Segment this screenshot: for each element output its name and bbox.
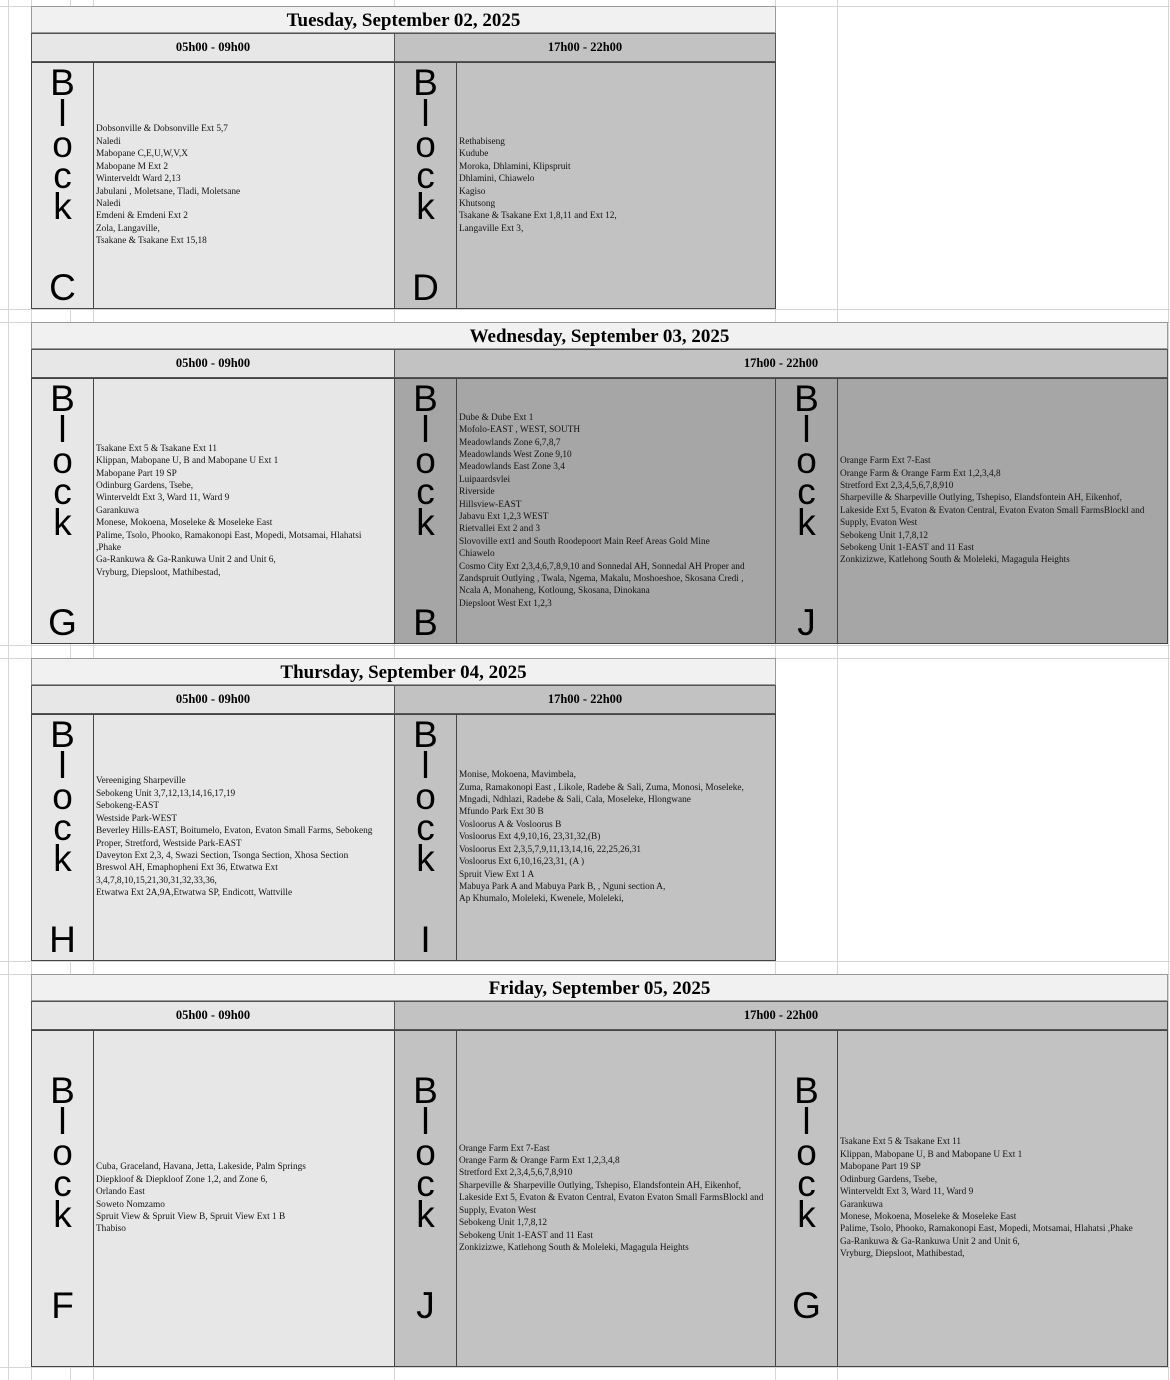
- day-section-thursday: [31, 658, 1168, 961]
- area-item: Mabopane Part 19 SP: [840, 1162, 921, 1173]
- area-item: Mofolo-EAST , WEST, SOUTH: [459, 425, 581, 436]
- area-item: Rethabiseng: [459, 136, 505, 147]
- area-item: Kudube: [459, 149, 489, 160]
- block-word: B l o c k: [413, 714, 438, 879]
- area-item: Khutsong: [459, 198, 496, 209]
- area-item: Spruit View Ext 1 A: [459, 869, 535, 880]
- area-item: Monese, Mokoena, Moseleke & Moseleke East: [840, 1211, 1017, 1222]
- areas-list: [457, 1031, 775, 1366]
- area-item: Orlando East: [96, 1187, 145, 1198]
- area-item: Orange Farm & Orange Farm Ext 1,2,3,4,8: [840, 468, 1001, 479]
- area-item: Ncala A, Monaheng, Kotloung, Skosana, Dinokana: [459, 586, 650, 597]
- area-item: Jabulani , Moletsane, Tladi, Moletsane: [96, 186, 241, 197]
- area-item: Tsakane Ext 5 & Tsakane Ext 11: [840, 1137, 962, 1148]
- area-item: Naledi: [96, 198, 121, 209]
- block-letter: F: [51, 1285, 74, 1326]
- areas-list: [94, 1031, 394, 1366]
- day-section-tuesday: [31, 6, 1168, 309]
- area-item: Mabopane C,E,U,W,V,X: [96, 149, 188, 160]
- block-letter: B: [413, 602, 438, 643]
- area-item: Zandspruit Outlying , Twala, Ngema, Makalu, Moshoeshoe, Skosana Credi ,: [459, 574, 744, 585]
- area-item: Sebokeng Unit 1,7,8,12: [459, 1218, 548, 1229]
- area-item: Odinburg Gardens, Tsebe,: [96, 480, 194, 491]
- area-item: Orange Farm Ext 7-East: [840, 456, 931, 467]
- block-letter: G: [48, 602, 77, 643]
- slot-time-header: 05h00 - 09h00: [31, 685, 395, 714]
- area-item: Odinburg Gardens, Tsebe,: [840, 1174, 938, 1185]
- block-word: B l o c k: [413, 1070, 438, 1235]
- block-letter: G: [792, 1285, 821, 1326]
- area-item: Ap Khumalo, Moleleki, Kwenele, Moleleki,: [459, 894, 624, 905]
- day-title: Thursday, September 04, 2025: [31, 658, 776, 685]
- area-item: Zuma, Ramakonopi East , Likole, Radebe & Sali, Zuma, Monosi, Moseleke,: [459, 782, 744, 793]
- block-label: [32, 1031, 94, 1366]
- area-item: Emdeni & Emdeni Ext 2: [96, 211, 188, 222]
- area-item: Rietvallei Ext 2 and 3: [459, 524, 541, 535]
- slot-time-header: 05h00 - 09h00: [31, 1001, 395, 1030]
- block-letter: J: [416, 1285, 435, 1326]
- area-item: Tsakane Ext 5 & Tsakane Ext 11: [96, 443, 218, 454]
- area-item: Etwatwa Ext 2A,9A,Etwatwa SP, Endicott, Wattville: [96, 888, 293, 899]
- block-label: [395, 1031, 457, 1366]
- area-item: Klippan, Mabopane U, B and Mabopane U Ext 1: [96, 456, 279, 467]
- area-item: Klippan, Mabopane U, B and Mabopane U Ext 1: [840, 1149, 1023, 1160]
- area-item: Tsakane & Tsakane Ext 15,18: [96, 236, 207, 247]
- block-cell-g: [775, 1030, 1168, 1367]
- day-section-friday: [31, 974, 1168, 1367]
- block-word: B l o c k: [50, 714, 75, 879]
- area-item: Winterveldt Ext 3, Ward 11, Ward 9: [96, 493, 230, 504]
- block-word: B l o c k: [50, 378, 75, 543]
- day-title: Friday, September 05, 2025: [31, 974, 1168, 1001]
- area-item: Sebokeng Unit 3,7,12,13,14,16,17,19: [96, 788, 236, 799]
- block-cell-j: [394, 1030, 776, 1367]
- area-item: Diepkloof & Diepkloof Zone 1,2, and Zone 6,: [96, 1174, 268, 1185]
- area-item: Vryburg, Diepsloot, Mathibestad,: [96, 567, 221, 578]
- block-label: [776, 379, 838, 643]
- block-cell-g: [31, 378, 395, 644]
- area-item: Sharpeville & Sharpeville Outlying, Tshepiso, Elandsfontein AH, Eikenhof,: [840, 493, 1122, 504]
- area-item: Vosloorus A & Vosloorus B: [459, 819, 562, 830]
- block-cell-c: [31, 62, 395, 309]
- block-label: [395, 379, 457, 643]
- day-title: Wednesday, September 03, 2025: [31, 322, 1168, 349]
- areas-list: [838, 1031, 1167, 1366]
- area-item: Vosloorus Ext 4,9,10,16, 23,31,32,(B): [459, 832, 601, 843]
- area-item: Vryburg, Diepsloot, Mathibestad,: [840, 1249, 965, 1260]
- area-item: ,Phake: [96, 543, 122, 554]
- block-cell-h: [31, 714, 395, 961]
- area-item: Sebokeng Unit 1,7,8,12: [840, 530, 929, 541]
- area-item: Riverside: [459, 487, 495, 498]
- area-item: Daveyton Ext 2,3, 4, Swazi Section, Tsonga Section, Xhosa Section: [96, 850, 349, 861]
- area-item: Mabopane M Ext 2: [96, 161, 169, 172]
- area-item: Vereeniging Sharpeville: [96, 776, 186, 787]
- block-cell-b: [394, 378, 776, 644]
- areas-list: [94, 63, 394, 308]
- area-item: Jabavu Ext 1,2,3 WEST: [459, 512, 549, 522]
- area-item: Tsakane & Tsakane Ext 1,8,11 and Ext 12,: [459, 211, 617, 222]
- block-word: B l o c k: [794, 378, 819, 543]
- area-item: Garankuwa: [840, 1199, 883, 1210]
- area-item: Meadowlands Zone 6,7,8,7: [459, 437, 561, 448]
- areas-list: [457, 379, 775, 643]
- area-item: Vosloorus Ext 2,3,5,7,9,11,13,14,16, 22,25,26,31: [459, 844, 642, 855]
- area-item: Lakeside Ext 5, Evaton & Evaton Central, Evaton Evaton Small FarmsBlockl and: [840, 505, 1145, 516]
- slot-time-header: 05h00 - 09h00: [31, 349, 395, 378]
- area-item: Diepsloot West Ext 1,2,3: [459, 598, 552, 609]
- area-item: Vosloorus Ext 6,10,16,23,31, (A ): [459, 857, 585, 868]
- area-item: Langaville Ext 3,: [459, 223, 524, 234]
- block-letter: C: [49, 267, 76, 308]
- area-item: Ga-Rankuwa & Ga-Rankuwa Unit 2 and Unit 6,: [840, 1236, 1020, 1247]
- area-item: Orange Farm & Orange Farm Ext 1,2,3,4,8: [459, 1156, 620, 1167]
- area-item: Proper, Stretford, Westside Park-EAST: [96, 838, 242, 849]
- block-word: B l o c k: [50, 1070, 75, 1235]
- areas-list: [457, 715, 775, 960]
- area-item: Spruit View & Spruit View B, Spruit View Ext 1 B: [96, 1211, 286, 1222]
- area-item: Mngadi, Ndhlazi, Radebe & Sali, Cala, Moseleke, Hlongwane: [459, 795, 691, 806]
- area-item: Cosmo City Ext 2,3,4,6,7,8,9,10 and Sonnedal AH, Sonnedal AH Proper and: [459, 561, 745, 572]
- day-section-wednesday: [31, 322, 1168, 645]
- area-item: Winterveldt Ext 3, Ward 11, Ward 9: [840, 1187, 974, 1198]
- area-item: Dhlamini, Chiawelo: [459, 174, 535, 185]
- area-item: Garankuwa: [96, 505, 139, 516]
- block-label: [32, 63, 94, 308]
- area-item: Sharpeville & Sharpeville Outlying, Tshepiso, Elandsfontein AH, Eikenhof,: [459, 1180, 741, 1191]
- area-item: Stretford Ext 2,3,4,5,6,7,8,910: [459, 1168, 573, 1179]
- block-letter: D: [412, 267, 439, 308]
- area-item: Thabiso: [96, 1224, 126, 1235]
- area-item: Zonkizizwe, Katlehong South & Moleleki, Magagula Heights: [840, 555, 1070, 566]
- area-item: Palime, Tsolo, Phooko, Ramakonopi East, Mopedi, Motsamai, Hlahatsi ,Phake: [840, 1224, 1133, 1235]
- area-item: Meadowlands West Zone 9,10: [459, 449, 572, 460]
- area-item: Slovoville ext1 and South Roodepoort Main Reef Areas Gold Mine: [459, 536, 710, 547]
- slot-time-header: 17h00 - 22h00: [394, 349, 1168, 378]
- area-item: Monese, Mokoena, Moseleke & Moseleke East: [96, 518, 273, 529]
- area-item: Naledi: [96, 136, 121, 147]
- area-item: Supply, Evaton West: [840, 518, 918, 529]
- slot-time-header: 17h00 - 22h00: [394, 1001, 1168, 1030]
- slot-time-header: 17h00 - 22h00: [394, 33, 776, 62]
- block-label: [32, 715, 94, 960]
- area-item: Sebokeng Unit 1-EAST and 11 East: [840, 543, 975, 554]
- areas-list: [457, 63, 775, 308]
- area-item: Moroka, Dhlamini, Klipspruit: [459, 161, 571, 172]
- area-item: Ga-Rankuwa & Ga-Rankuwa Unit 2 and Unit 6,: [96, 555, 276, 566]
- area-item: Palime, Tsolo, Phooko, Ramakonopi East, Mopedi, Motsamai, Hlahatsi: [96, 530, 362, 541]
- area-item: Mabopane Part 19 SP: [96, 468, 177, 479]
- area-item: Winterveldt Ward 2,13: [96, 174, 181, 185]
- area-item: Cuba, Graceland, Havana, Jetta, Lakeside, Palm Springs: [96, 1162, 306, 1173]
- day-title: Tuesday, September 02, 2025: [31, 6, 776, 33]
- block-word: B l o c k: [413, 62, 438, 227]
- areas-list: [94, 715, 394, 960]
- area-item: Breswol AH, Emaphopheni Ext 36, Etwatwa Ext: [96, 863, 278, 874]
- areas-list: [94, 379, 394, 643]
- block-label: [395, 63, 457, 308]
- area-item: Supply, Evaton West: [459, 1205, 537, 1216]
- block-cell-j: [775, 378, 1168, 644]
- area-item: Stretford Ext 2,3,4,5,6,7,8,910: [840, 480, 954, 491]
- block-cell-d: [394, 62, 776, 309]
- block-letter: H: [49, 919, 76, 960]
- area-item: Meadowlands East Zone 3,4: [459, 462, 565, 473]
- area-item: Mfundo Park Ext 30 B: [459, 807, 544, 818]
- area-item: Dube & Dube Ext 1: [459, 412, 534, 423]
- block-letter: J: [797, 602, 816, 643]
- areas-list: [838, 379, 1167, 643]
- area-item: Beverley Hills-EAST, Boitumelo, Evaton, Evaton Small Farms, Sebokeng: [96, 826, 373, 837]
- block-word: B l o c k: [50, 62, 75, 227]
- area-item: Sebokeng-EAST: [96, 801, 160, 812]
- area-item: Dobsonville & Dobsonville Ext 5,7: [96, 124, 228, 135]
- area-item: Luipaardsvlei: [459, 474, 511, 485]
- block-cell-i: [394, 714, 776, 961]
- block-cell-f: [31, 1030, 395, 1367]
- area-item: Soweto Nomzamo: [96, 1199, 165, 1210]
- area-item: Westside Park-WEST: [96, 813, 178, 824]
- area-item: Zonkizizwe, Katlehong South & Moleleki, Magagula Heights: [459, 1242, 689, 1253]
- block-word: B l o c k: [794, 1070, 819, 1235]
- block-word: B l o c k: [413, 378, 438, 543]
- block-label: [32, 379, 94, 643]
- slot-time-header: 05h00 - 09h00: [31, 33, 395, 62]
- area-item: Hillsview-EAST: [459, 499, 522, 510]
- area-item: Mabuya Park A and Mabuya Park B, , Nguni section A,: [459, 881, 666, 892]
- area-item: Orange Farm Ext 7-East: [459, 1143, 550, 1154]
- slot-time-header: 17h00 - 22h00: [394, 685, 776, 714]
- area-item: Zola, Langaville,: [96, 223, 160, 234]
- block-letter: I: [420, 919, 431, 960]
- area-item: Monise, Mokoena, Mavimbela,: [459, 770, 576, 781]
- area-item: 3,4,7,8,10,15,21,30,31,32,33,36,: [96, 875, 217, 886]
- area-item: Kagiso: [459, 186, 486, 197]
- area-item: Chiawelo: [459, 549, 495, 560]
- block-label: [395, 715, 457, 960]
- block-label: [776, 1031, 838, 1366]
- area-item: Lakeside Ext 5, Evaton & Evaton Central, Evaton Evaton Small FarmsBlockl and: [459, 1193, 764, 1204]
- area-item: Sebokeng Unit 1-EAST and 11 East: [459, 1230, 594, 1241]
